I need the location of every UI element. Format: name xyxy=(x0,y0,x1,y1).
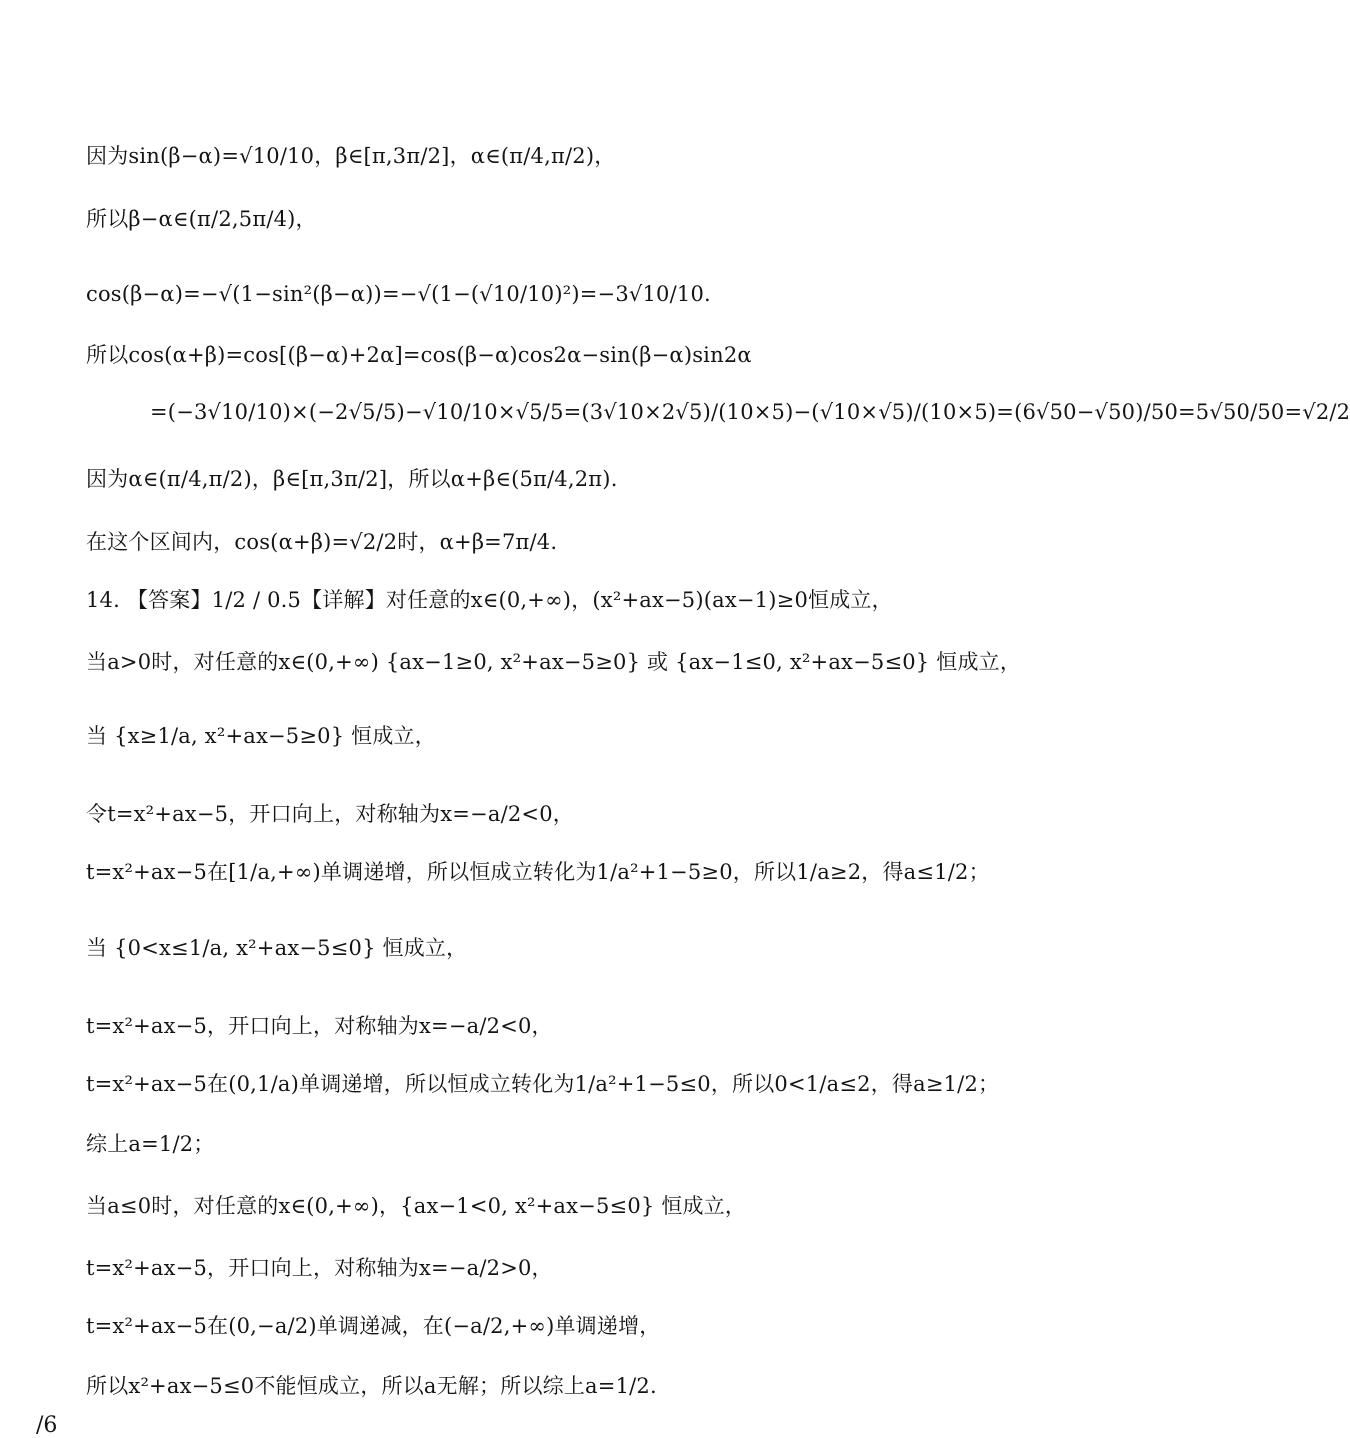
solution-line-10: 当 {x≥1/a, x²+ax−5≥0} 恒成立， xyxy=(86,724,436,748)
solution-line-1: 因为sin(β−α)=√10/10，β∈[π,3π/2]，α∈(π/4,π/2)， xyxy=(86,144,616,168)
solution-line-16: 综上a=1/2； xyxy=(86,1132,215,1156)
problem-14-answer-line: 14. 【答案】1/2 / 0.5【详解】对任意的x∈(0,+∞)，(x²+ax−5)(ax−1)≥0恒成立， xyxy=(86,588,893,612)
solution-line-15: t=x²+ax−5在(0,1/a)单调递增，所以恒成立转化为1/a²+1−5≤0，所以0<1/a≤2，得a≥1/2； xyxy=(86,1072,1000,1096)
solution-line-6: 因为α∈(π/4,π/2)，β∈[π,3π/2]，所以α+β∈(5π/4,2π). xyxy=(86,467,618,491)
solution-line-20: 所以x²+ax−5≤0不能恒成立，所以a无解；所以综上a=1/2. xyxy=(86,1374,657,1398)
solution-line-4: 所以cos(α+β)=cos[(β−α)+2α]=cos(β−α)cos2α−sin(β−α)sin2α xyxy=(86,343,752,367)
solution-line-18: t=x²+ax−5，开口向上，对称轴为x=−a/2>0， xyxy=(86,1256,553,1280)
solution-line-3: cos(β−α)=−√(1−sin²(β−α))=−√(1−(√10/10)²)=−3√10/10. xyxy=(86,282,711,306)
solution-line-13: 当 {0<x≤1/a, x²+ax−5≤0} 恒成立， xyxy=(86,936,468,960)
page-number: /6 xyxy=(36,1413,58,1438)
solution-line-19: t=x²+ax−5在(0,−a/2)单调递减，在(−a/2,+∞)单调递增， xyxy=(86,1314,661,1338)
solution-line-12: t=x²+ax−5在[1/a,+∞)单调递增，所以恒成立转化为1/a²+1−5≥0，所以1/a≥2，得a≤1/2； xyxy=(86,860,990,884)
solution-line-7: 在这个区间内，cos(α+β)=√2/2时，α+β=7π/4. xyxy=(86,530,558,554)
solution-line-14: t=x²+ax−5，开口向上，对称轴为x=−a/2<0， xyxy=(86,1014,553,1038)
solution-line-2: 所以β−α∈(π/2,5π/4)， xyxy=(86,207,317,231)
solution-line-17: 当a≤0时，对任意的x∈(0,+∞)，{ax−1<0, x²+ax−5≤0} 恒成立， xyxy=(86,1194,747,1218)
solution-line-9: 当a>0时，对任意的x∈(0,+∞) {ax−1≥0, x²+ax−5≥0} 或 {ax−1≤0, x²+ax−5≤0} 恒成立， xyxy=(86,650,1022,674)
solution-line-11: 令t=x²+ax−5，开口向上，对称轴为x=−a/2<0， xyxy=(86,802,574,826)
solution-line-5: =(−3√10/10)×(−2√5/5)−√10/10×√5/5=(3√10×2√5)/(10×5)−(√10×√5)/(10×5)=(6√50−√50)/50=5√50/50=√2/2 xyxy=(150,400,1350,424)
